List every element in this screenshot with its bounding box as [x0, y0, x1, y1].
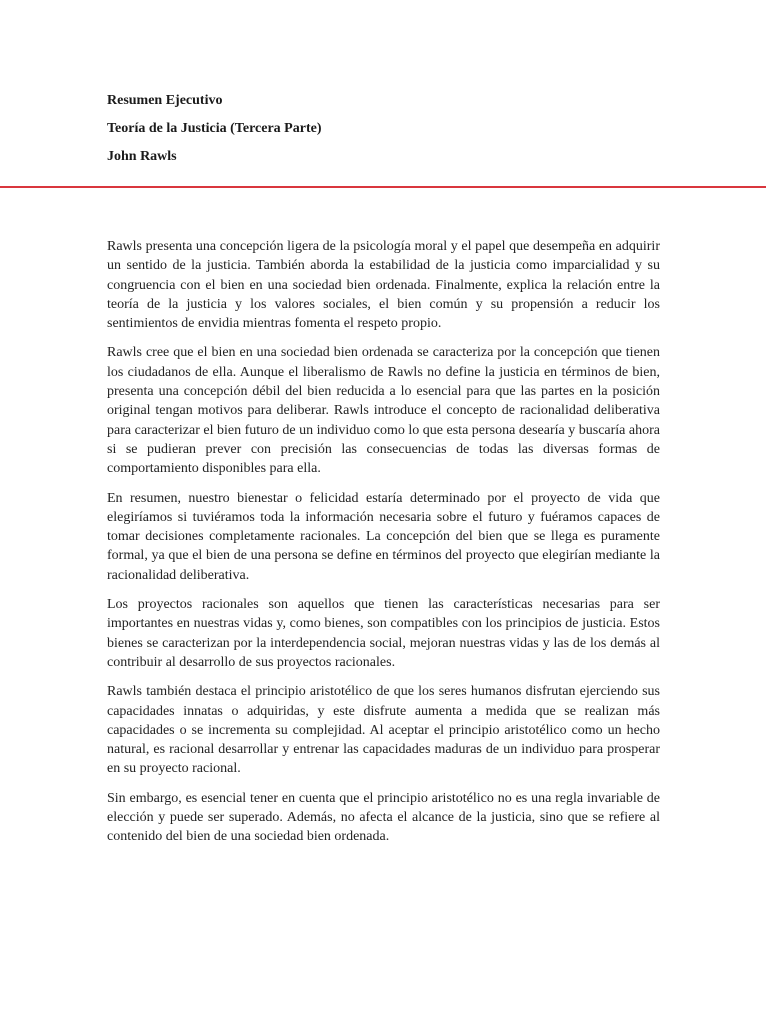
- header-divider: [0, 186, 766, 188]
- document-header: [107, 91, 667, 175]
- body-paragraph: Los proyectos racionales son aquellos que tienen las características necesarias para ser importantes en nuestras vidas y, como bienes, son compatibles con los principios de justicia. Estos bienes se caracterizan por la interdependencia social, mejoran nuestras vidas y las de los demás al contribuir al desarrollo de sus proyectos racionales.: [107, 597, 660, 670]
- body-paragraph: En resumen, nuestro bienestar o felicidad estaría determinado por el proyecto de vida que elegiríamos si tuviéramos toda la información necesaria sobre el futuro y fuéramos capaces de tomar decisiones completamente racionales. La concepción del bien que se llega es puramente formal, ya que el bien de una persona se define en términos del proyecto que elegirían mediante la racionalidad deliberativa.: [107, 490, 660, 583]
- body-paragraph: Rawls también destaca el principio aristotélico de que los seres humanos disfrutan ejerciendo sus capacidades innatas o adquiridas, y este disfrute aumenta a medida que se realizan más capacidades o se incrementa su complejidad. Al aceptar el principio aristotélico como un hecho natural, es racional desarrollar y entrenar las capacidades maduras de un individuo para prosperar en su proyecto racional.: [107, 684, 660, 777]
- document-type-heading: Resumen Ejecutivo: [107, 93, 223, 108]
- body-paragraph: Rawls presenta una concepción ligera de la psicología moral y el papel que desempeña en adquirir un sentido de la justicia. También aborda la estabilidad de la justicia como imparcialidad y su congruencia con el bien en una sociedad bien ordenada. Finalmente, explica la relación entre la teoría de la justicia y los valores sociales, el bien común y su propensión a reducir los sentimientos de envidia mientras fomenta el respeto propio.: [107, 239, 660, 332]
- body-paragraph: Sin embargo, es esencial tener en cuenta que el principio aristotélico no es una regla invariable de elección y puede ser superado. Además, no afecta el alcance de la justicia, sino que se refiere al contenido del bien de una sociedad bien ordenada.: [107, 790, 660, 845]
- document-author: John Rawls: [107, 149, 177, 164]
- document-body: [107, 237, 660, 857]
- body-paragraph: Rawls cree que el bien en una sociedad bien ordenada se caracteriza por la concepción que tienen los ciudadanos de ella. Aunque el liberalismo de Rawls no define la justicia en términos de bien, presenta una concepción débil del bien reducida a lo esencial para que las partes en la posición original tengan motivos para deliberar. Rawls introduce el concepto de racionalidad deliberativa para caracterizar el bien futuro de un individuo como lo que esta persona desearía y buscaría ahora si se pudieran prever con precisión las consecuencias de todas las diversas formas de comportamiento disponibles para ella.: [107, 345, 660, 477]
- document-title: Teoría de la Justicia (Tercera Parte): [107, 121, 322, 136]
